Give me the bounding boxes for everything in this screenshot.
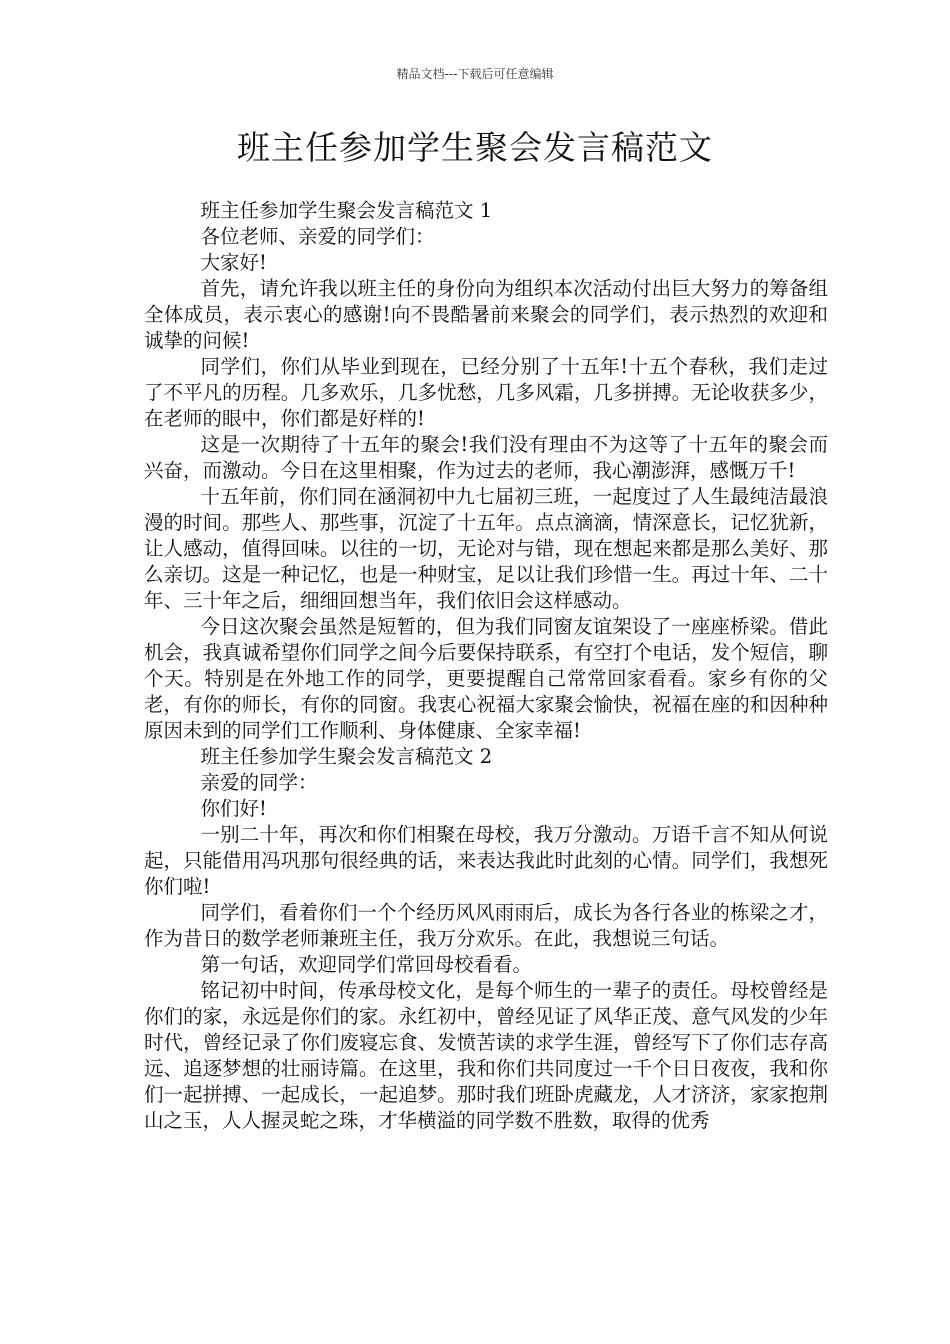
salutation: 各位老师、亲爱的同学们： (200, 225, 435, 248)
body-paragraph: 十五年前，你们同在涵洞初中九七届初三班，一起度过了人生最纯洁最浪漫的时间。那些人、那些事，沉淀了十五年。点点滴滴，情深意长，记忆犹新，让人感动，值得回味。以往的一切，无论对与错，现在想起来都是那么美好、那么亲切。这是一种记忆，也是一种财宝，足以让我们珍惜一生。再过十年、二十年、三十年之后，细细回想当年，我们依旧会这样感动。 (144, 485, 828, 612)
body-paragraph: 一别二十年，再次和你们相聚在母校，我万分激动。万语千言不知从何说起，只能借用冯巩那句很经典的话，来表达我此时此刻的心情。同学们，我想死你们啦! (144, 823, 828, 898)
greeting: 你们好! (200, 797, 267, 820)
body-paragraph: 同学们，你们从毕业到现在，已经分别了十五年!十五个春秋，我们走过了不平凡的历程。几多欢乐，几多忧愁，几多风霜，几多拼搏。无论收获多少，在老师的眼中，你们都是好样的! (144, 355, 828, 430)
page-header: 精品文档---下载后可任意编辑 (396, 67, 554, 81)
section-heading-1: 班主任参加学生聚会发言稿范文 1 (200, 199, 493, 222)
body-paragraph: 今日这次聚会虽然是短暂的，但为我们同窗友谊架设了一座座桥梁。借此机会，我真诚希望你们同学之间今后要保持联系，有空打个电话，发个短信，聊个天。特别是在外地工作的同学，更要提醒自己常常回家看看。家乡有你的父老，有你的师长，有你的同窗。我衷心祝福大家聚会愉快，祝福在座的和因种种原因未到的同学们工作顺利、身体健康、全家幸福! (144, 615, 828, 742)
greeting: 大家好! (200, 251, 267, 274)
body-paragraph: 这是一次期待了十五年的聚会!我们没有理由不为这等了十五年的聚会而兴奋，而激动。今日在这里相聚，作为过去的老师，我心潮澎湃，感慨万千! (144, 433, 828, 482)
section-heading-2: 班主任参加学生聚会发言稿范文 2 (200, 745, 493, 768)
body-paragraph: 铭记初中时间，传承母校文化，是每个师生的一辈子的责任。母校曾经是你们的家，永远是你们的家。永红初中，曾经见证了风华正茂、意气风发的少年时代，曾经记录了你们废寝忘食、发愤苦读的求学生涯，曾经写下了你们志存高远、追逐梦想的壮丽诗篇。在这里，我和你们共同度过一千个日日夜夜，我和你们一起拼搏、一起成长，一起追梦。那时我们班卧虎藏龙，人才济济，家家抱荆山之玉，人人握灵蛇之珠，才华横溢的同学数不胜数，取得的优秀 (144, 979, 828, 1132)
document-body (144, 198, 828, 1134)
body-paragraph: 同学们，看着你们一个个经历风风雨雨后，成长为各行各业的栋梁之才，作为昔日的数学老师兼班主任，我万分欢乐。在此，我想说三句话。 (144, 901, 828, 950)
body-paragraph: 首先，请允许我以班主任的身份向为组织本次活动付出巨大努力的筹备组全体成员，表示衷心的感谢!向不畏酷暑前来聚会的同学们，表示热烈的欢迎和诚挚的问候! (144, 277, 828, 352)
body-paragraph: 第一句话，欢迎同学们常回母校看看。 (200, 953, 533, 976)
document-title: 班主任参加学生聚会发言稿范文 (237, 128, 713, 167)
salutation: 亲爱的同学： (200, 771, 318, 794)
